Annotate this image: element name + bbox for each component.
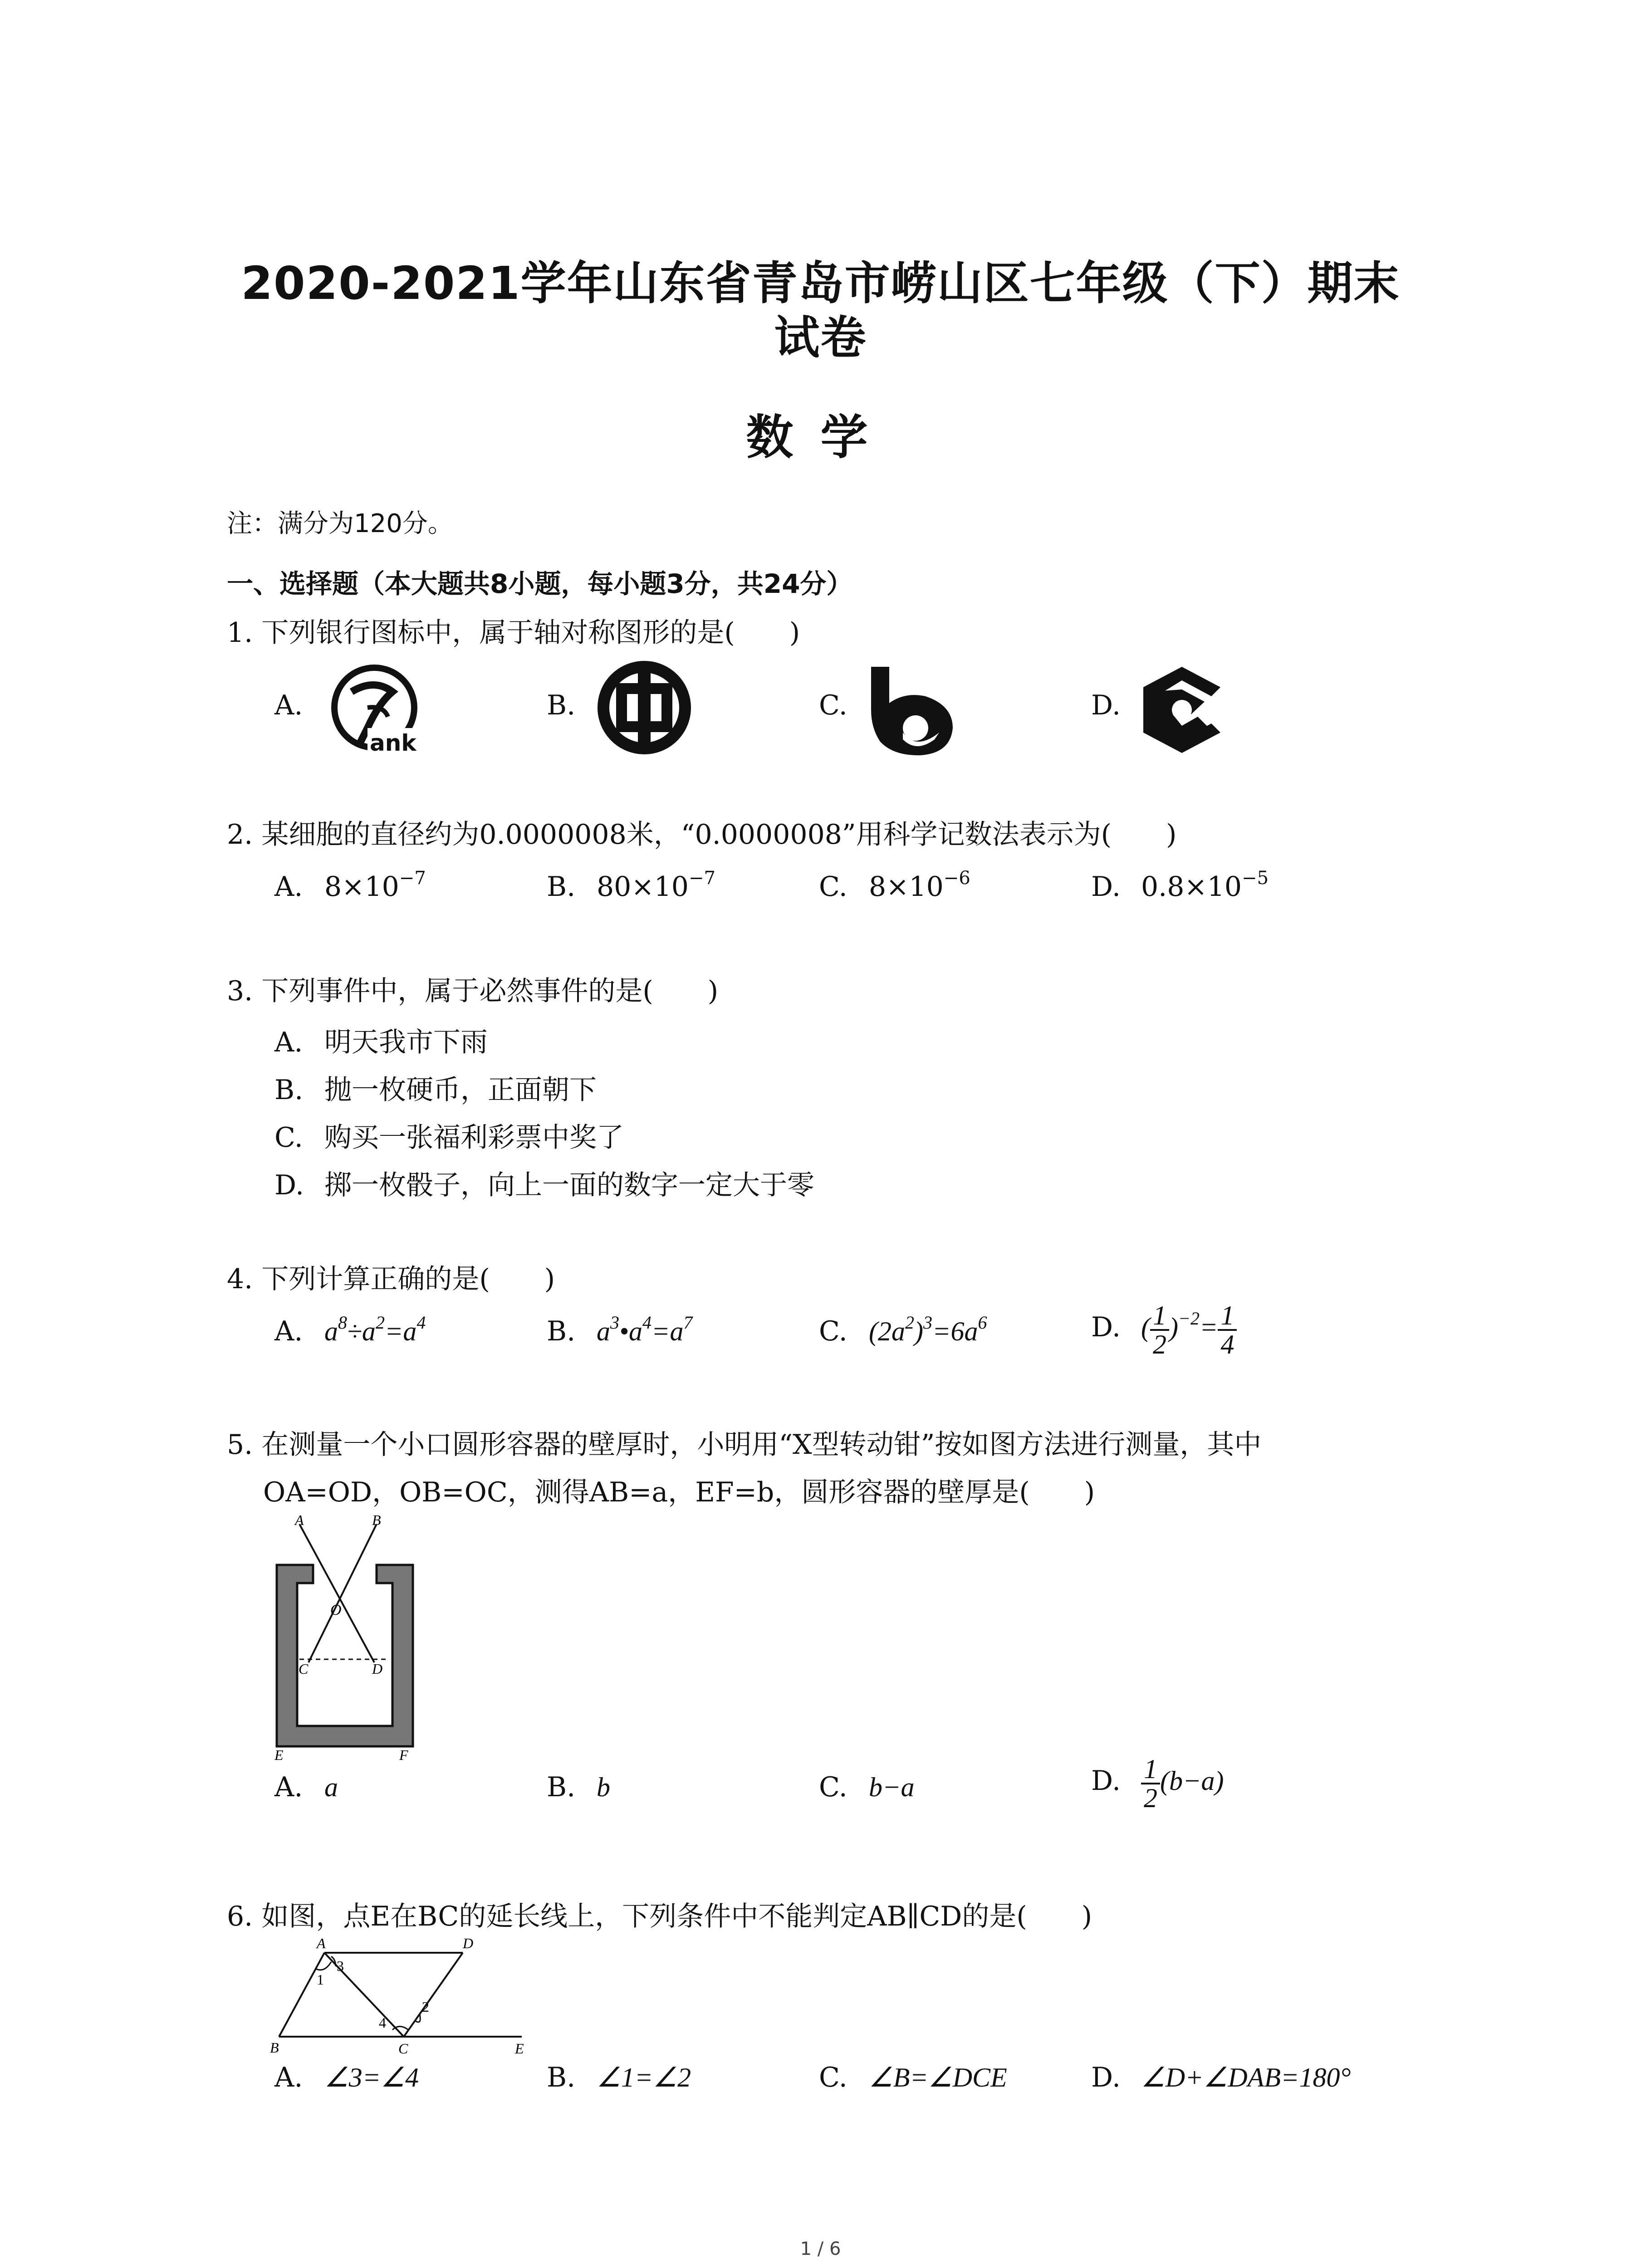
q3-option-c[interactable]	[274, 1116, 624, 1155]
option-text: ∠3=∠4	[324, 2063, 419, 2092]
label-a: A	[317, 1935, 326, 1951]
option-letter: B.	[547, 2062, 576, 2093]
option-text: ∠1=∠2	[597, 2063, 691, 2092]
option-letter: D.	[1091, 1311, 1121, 1343]
option-letter: B.	[547, 1315, 576, 1347]
option-letter: B.	[547, 1771, 576, 1803]
label-e: E	[274, 1747, 284, 1760]
option-base: 80×10	[597, 871, 689, 903]
label-e: E	[515, 2040, 524, 2057]
option-letter: A.	[274, 871, 303, 903]
q6-option-a[interactable]	[274, 2062, 419, 2093]
label-c: C	[398, 2040, 408, 2057]
q5-option-d[interactable]	[1091, 1755, 1224, 1812]
label-b: B	[270, 2039, 279, 2056]
option-expression: $(2a^2)^3=6a^6$	[869, 1312, 987, 1346]
option-text: ∠D+∠DAB=180°	[1141, 2063, 1351, 2092]
bank-logo-a-icon	[324, 660, 424, 760]
option-text: 明天我市下雨	[324, 1026, 488, 1058]
q4-option-d[interactable]	[1091, 1302, 1237, 1358]
question-2: 2. 某细胞的直径约为0.0000008米，“0.0000008”用科学记数法表示为( )	[227, 819, 1177, 850]
bank-logo-c-icon	[862, 660, 962, 760]
q1-option-c-label: C.	[819, 689, 847, 721]
option-letter: C.	[819, 2062, 847, 2093]
option-expression: $a^3•a^4=a^7$	[597, 1312, 693, 1346]
question-5-line2: OA=OD，OB=OC，测得AB=a，EF=b，圆形容器的壁厚是( )	[263, 1476, 1095, 1508]
option-expression: $a^8\div a^2=a^4$	[324, 1312, 426, 1346]
q2-option-b[interactable]	[547, 868, 715, 903]
option-letter: A.	[274, 2062, 303, 2093]
option-base: 8×10	[324, 871, 399, 903]
label-c: C	[299, 1661, 309, 1677]
option-letter: A.	[274, 1771, 303, 1803]
x-caliper-figure	[263, 1515, 436, 1760]
option-letter: D.	[1091, 871, 1121, 903]
option-expression: ( $\frac{1}{2}$ )$^{-2}$= $\frac{1}{4}$	[1141, 1312, 1237, 1342]
q3-option-a[interactable]	[274, 1021, 488, 1060]
option-text: b	[597, 1772, 610, 1802]
q2-option-a[interactable]	[274, 868, 426, 903]
option-letter: C.	[274, 1122, 303, 1154]
q1-option-b-label: B.	[547, 689, 576, 721]
option-exponent: −5	[1242, 868, 1269, 889]
bank-logo-d-icon	[1132, 660, 1232, 760]
option-text: 抛一枚硬币，正面朝下	[324, 1074, 597, 1106]
question-4: 4. 下列计算正确的是( )	[227, 1263, 555, 1295]
option-letter: A.	[274, 1315, 303, 1347]
page-title-line1: 2020-2021学年山东省青岛市崂山区七年级（下）期末	[241, 257, 1400, 310]
option-text: 购买一张福利彩票中奖了	[324, 1122, 624, 1154]
page-title-line2: 试卷	[774, 311, 867, 364]
fraction-numerator: 1	[1141, 1755, 1160, 1784]
label-o: O	[330, 1602, 342, 1618]
option-letter: D.	[1091, 2062, 1121, 2093]
option-letter: D.	[274, 1169, 304, 1201]
q1-option-a-label: A.	[274, 689, 303, 721]
score-note: 注：满分为120分。	[227, 509, 453, 538]
q3-option-b[interactable]	[274, 1068, 597, 1107]
angle-4-label: 4	[379, 2014, 386, 2031]
fraction-denominator: 2	[1144, 1783, 1157, 1813]
option-text: 掷一枚骰子，向上一面的数字一定大于零	[324, 1169, 814, 1201]
q3-option-d[interactable]	[274, 1163, 814, 1202]
q5-option-b[interactable]	[547, 1771, 610, 1803]
q6-option-b[interactable]	[547, 2062, 691, 2093]
option-text: (b−a)	[1160, 1765, 1224, 1796]
option-letter: D.	[1091, 1765, 1121, 1797]
question-3: 3. 下列事件中，属于必然事件的是( )	[227, 975, 719, 1007]
option-base: 8×10	[869, 871, 944, 903]
option-letter: A.	[274, 1026, 303, 1058]
option-letter: C.	[819, 871, 847, 903]
option-letter: B.	[547, 871, 576, 903]
bank-logo-b-icon	[594, 658, 694, 758]
label-b: B	[372, 1515, 381, 1528]
question-6: 6. 如图，点E在BC的延长线上，下列条件中不能判定AB∥CD的是( )	[227, 1901, 1092, 1932]
q4-option-a[interactable]	[274, 1312, 426, 1347]
option-base: 0.8×10	[1141, 871, 1242, 903]
option-letter: C.	[819, 1771, 847, 1803]
option-text: a	[324, 1772, 338, 1802]
q5-option-c[interactable]	[819, 1771, 915, 1803]
q2-option-d[interactable]	[1091, 868, 1269, 903]
option-exponent: −7	[399, 868, 426, 889]
parallelogram-figure	[263, 1935, 535, 2062]
label-a: A	[295, 1515, 304, 1528]
question-5-line1: 5. 在测量一个小口圆形容器的壁厚时，小明用“X型转动钳”按如图方法进行测量，其中	[227, 1429, 1262, 1461]
q5-option-a[interactable]	[274, 1771, 338, 1803]
page-number: 1 / 6	[800, 2239, 841, 2259]
section-heading: 一、选择题（本大题共8小题，每小题3分，共24分）	[227, 568, 853, 599]
angle-1-label: 1	[317, 1971, 324, 1988]
q4-option-c[interactable]	[819, 1312, 987, 1347]
q2-option-c[interactable]	[819, 868, 970, 903]
label-d: D	[463, 1935, 474, 1951]
question-1: 1. 下列银行图标中，属于轴对称图形的是( )	[227, 617, 800, 649]
option-letter: B.	[274, 1074, 304, 1106]
label-f: F	[399, 1747, 408, 1760]
q4-option-b[interactable]	[547, 1312, 693, 1347]
option-letter: C.	[819, 1315, 847, 1347]
q6-option-c[interactable]	[819, 2062, 1007, 2093]
label-d: D	[372, 1661, 383, 1677]
option-text: b−a	[869, 1772, 915, 1802]
option-exponent: −7	[688, 868, 715, 889]
angle-3-label: 3	[337, 1958, 344, 1974]
subject-heading: 数学	[746, 410, 895, 465]
bank-logo-a-text: ank	[370, 730, 416, 756]
angle-2-label: 2	[422, 1999, 429, 2015]
option-text: ∠B=∠DCE	[869, 2063, 1007, 2092]
q6-option-d[interactable]	[1091, 2062, 1351, 2093]
q1-option-d-label: D.	[1091, 689, 1121, 721]
option-exponent: −6	[943, 868, 970, 889]
